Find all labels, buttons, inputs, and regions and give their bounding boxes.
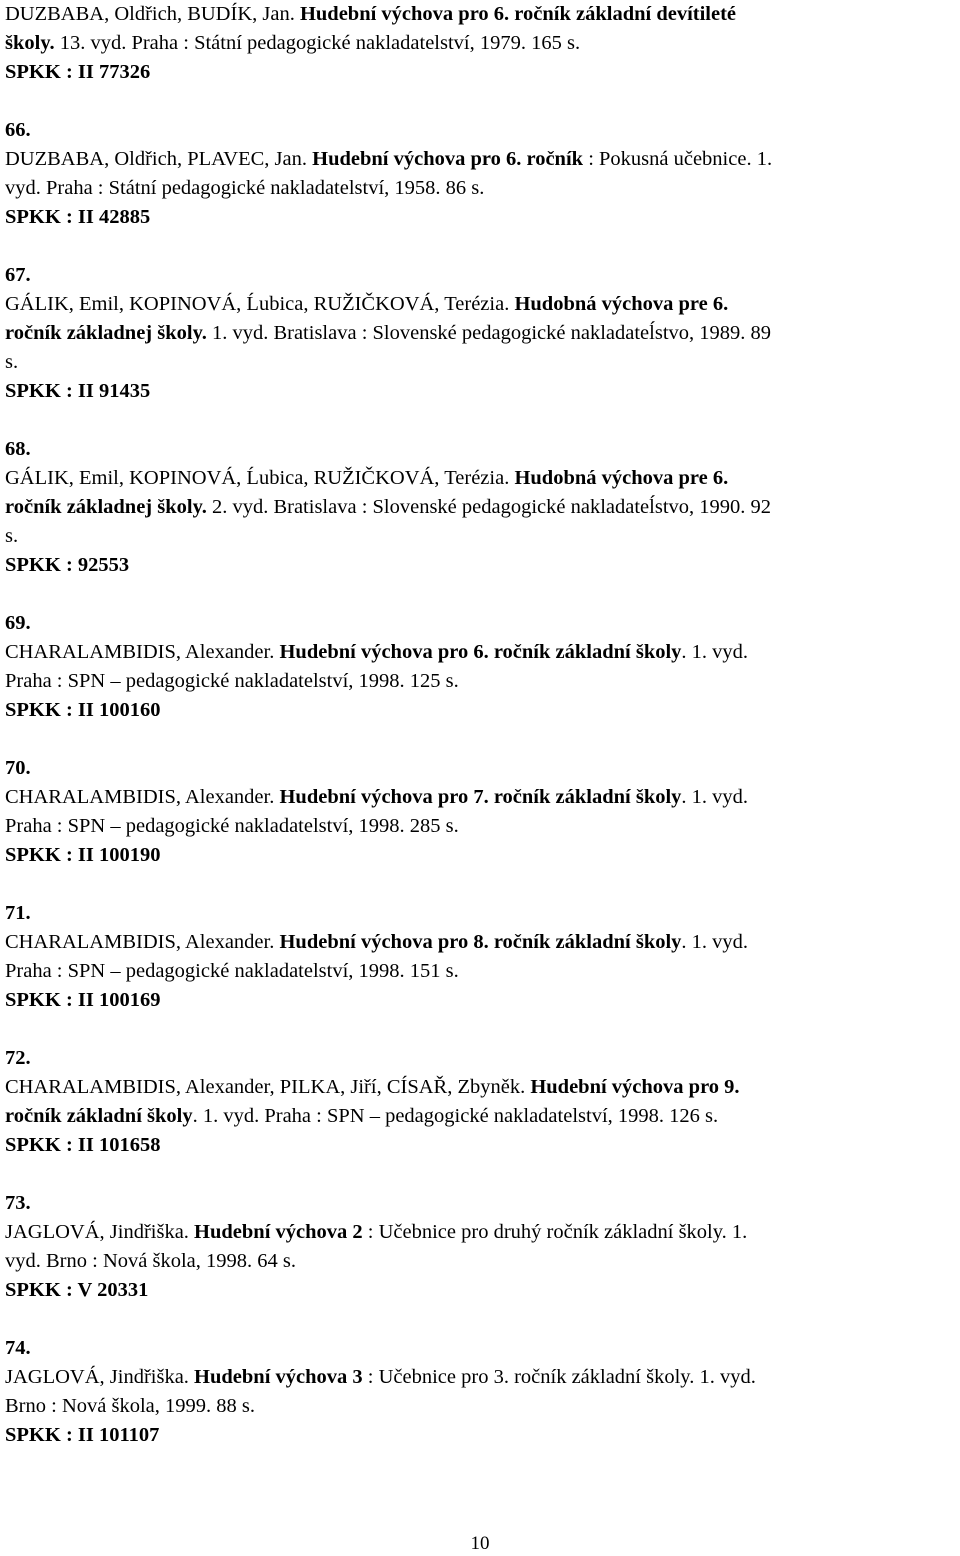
entry-signature: SPKK : II 100160 <box>5 699 161 721</box>
entry-text: . 1. vyd. <box>681 641 749 663</box>
entry-title-text: Hudební výchova pro 6. ročník základní školy <box>279 641 682 663</box>
entry-text-line <box>5 1247 945 1276</box>
entry-text: CHARALAMBIDIS, Alexander. <box>5 641 280 663</box>
entry-title-text: ročník základnej školy. <box>5 322 207 344</box>
entry-number: 66. <box>5 119 31 141</box>
entry-text-line <box>5 667 945 696</box>
entry-text: GÁLIK, Emil, KOPINOVÁ, Ĺubica, RUŽIČKOVÁ, Terézia. <box>5 293 515 315</box>
entry-title-text: školy. <box>5 32 55 54</box>
entry-number: 69. <box>5 612 31 634</box>
entry-text: . 1. vyd. <box>681 786 749 808</box>
entry-title-text: Hudební výchova pro 9. <box>530 1076 740 1098</box>
page-number: 10 <box>470 1533 490 1554</box>
entry-text: s. <box>5 351 19 373</box>
bibliography-entry <box>5 754 945 870</box>
entry-number: 73. <box>5 1192 31 1214</box>
entry-text-line <box>5 174 945 203</box>
entry-text: CHARALAMBIDIS, Alexander, PILKA, Jiří, CÍSAŘ, Zbyněk. <box>5 1076 531 1098</box>
entry-signature: SPKK : II 100190 <box>5 844 161 866</box>
entry-title-text: Hudební výchova pro 6. ročník <box>312 148 584 170</box>
entry-text: Praha : SPN – pedagogické nakladatelství, 1998. 125 s. <box>5 670 459 692</box>
entry-title-text: Hudební výchova pro 6. ročník základní devítileté <box>299 3 737 25</box>
bibliography-list <box>5 0 945 1450</box>
entry-text: 13. vyd. Praha : Státní pedagogické nakladatelství, 1979. 165 s. <box>54 32 581 54</box>
entry-text: CHARALAMBIDIS, Alexander. <box>5 931 280 953</box>
bibliography-entry <box>5 116 945 232</box>
entry-number: 68. <box>5 438 31 460</box>
entry-title-text: Hudobná výchova pre 6. <box>514 467 729 489</box>
entry-text: : Učebnice pro 3. ročník základní školy. 1. vyd. <box>362 1366 756 1388</box>
entry-text-line <box>5 493 945 522</box>
entry-text: DUZBABA, Oldřich, BUDÍK, Jan. <box>5 3 300 25</box>
entry-number: 70. <box>5 757 31 779</box>
entry-text: : Pokusná učebnice. 1. <box>583 148 773 170</box>
entry-number: 74. <box>5 1337 31 1359</box>
entry-text-line <box>5 1392 945 1421</box>
entry-number: 72. <box>5 1047 31 1069</box>
entry-text: s. <box>5 525 19 547</box>
entry-signature: SPKK : II 100169 <box>5 989 161 1011</box>
bibliography-entry <box>5 1334 945 1450</box>
entry-text-line <box>5 1363 945 1392</box>
entry-text: Brno : Nová škola, 1999. 88 s. <box>5 1395 255 1417</box>
entry-text-line <box>5 0 945 29</box>
bibliography-entry <box>5 609 945 725</box>
entry-text-line <box>5 464 945 493</box>
entry-text: 1. vyd. Bratislava : Slovenské pedagogické nakladateĺstvo, 1989. 89 <box>206 322 772 344</box>
entry-number: 67. <box>5 264 31 286</box>
entry-text-line <box>5 348 945 377</box>
entry-title-text: ročník základní školy <box>5 1105 193 1127</box>
entry-text-line <box>5 1218 945 1247</box>
entry-signature: SPKK : II 42885 <box>5 206 151 228</box>
bibliography-entry <box>5 1044 945 1160</box>
entry-text: 2. vyd. Bratislava : Slovenské pedagogické nakladateĺstvo, 1990. 92 <box>206 496 772 518</box>
entry-text: : Učebnice pro druhý ročník základní školy. 1. <box>362 1221 748 1243</box>
entry-signature: SPKK : II 101658 <box>5 1134 161 1156</box>
entry-text-line <box>5 957 945 986</box>
entry-text-line <box>5 522 945 551</box>
entry-text-line <box>5 29 945 58</box>
bibliography-entry <box>5 899 945 1015</box>
entry-text-line <box>5 1073 945 1102</box>
bibliography-entry <box>5 261 945 406</box>
entry-text-line <box>5 290 945 319</box>
entry-title-text: ročník základnej školy. <box>5 496 207 518</box>
entry-text: . 1. vyd. Praha : SPN – pedagogické nakladatelství, 1998. 126 s. <box>192 1105 719 1127</box>
entry-signature: SPKK : II 77326 <box>5 61 151 83</box>
entry-title-text: Hudební výchova 3 <box>194 1366 363 1388</box>
entry-text: CHARALAMBIDIS, Alexander. <box>5 786 280 808</box>
bibliography-entry <box>5 1189 945 1305</box>
entry-text: Praha : SPN – pedagogické nakladatelství, 1998. 151 s. <box>5 960 459 982</box>
entry-signature: SPKK : II 101107 <box>5 1424 160 1446</box>
entry-number: 71. <box>5 902 31 924</box>
entry-title-text: Hudební výchova pro 7. ročník základní školy <box>279 786 682 808</box>
entry-title-text: Hudobná výchova pre 6. <box>514 293 729 315</box>
bibliography-entry <box>5 0 945 87</box>
entry-text-line <box>5 783 945 812</box>
entry-text: vyd. Brno : Nová škola, 1998. 64 s. <box>5 1250 296 1272</box>
entry-text: GÁLIK, Emil, KOPINOVÁ, Ĺubica, RUŽIČKOVÁ, Terézia. <box>5 467 515 489</box>
entry-text-line <box>5 319 945 348</box>
entry-text-line <box>5 1102 945 1131</box>
entry-text: JAGLOVÁ, Jindřiška. <box>5 1366 195 1388</box>
entry-text: . 1. vyd. <box>681 931 749 953</box>
entry-title-text: Hudební výchova pro 8. ročník základní školy <box>279 931 682 953</box>
entry-text-line <box>5 812 945 841</box>
entry-signature: SPKK : 92553 <box>5 554 130 576</box>
entry-text-line <box>5 638 945 667</box>
entry-text: vyd. Praha : Státní pedagogické nakladatelství, 1958. 86 s. <box>5 177 485 199</box>
entry-text-line <box>5 928 945 957</box>
entry-signature: SPKK : V 20331 <box>5 1279 149 1301</box>
entry-text-line <box>5 145 945 174</box>
entry-title-text: Hudební výchova 2 <box>194 1221 363 1243</box>
entry-text: Praha : SPN – pedagogické nakladatelství, 1998. 285 s. <box>5 815 459 837</box>
entry-text: DUZBABA, Oldřich, PLAVEC, Jan. <box>5 148 313 170</box>
entry-text: JAGLOVÁ, Jindřiška. <box>5 1221 195 1243</box>
entry-signature: SPKK : II 91435 <box>5 380 151 402</box>
bibliography-entry <box>5 435 945 580</box>
